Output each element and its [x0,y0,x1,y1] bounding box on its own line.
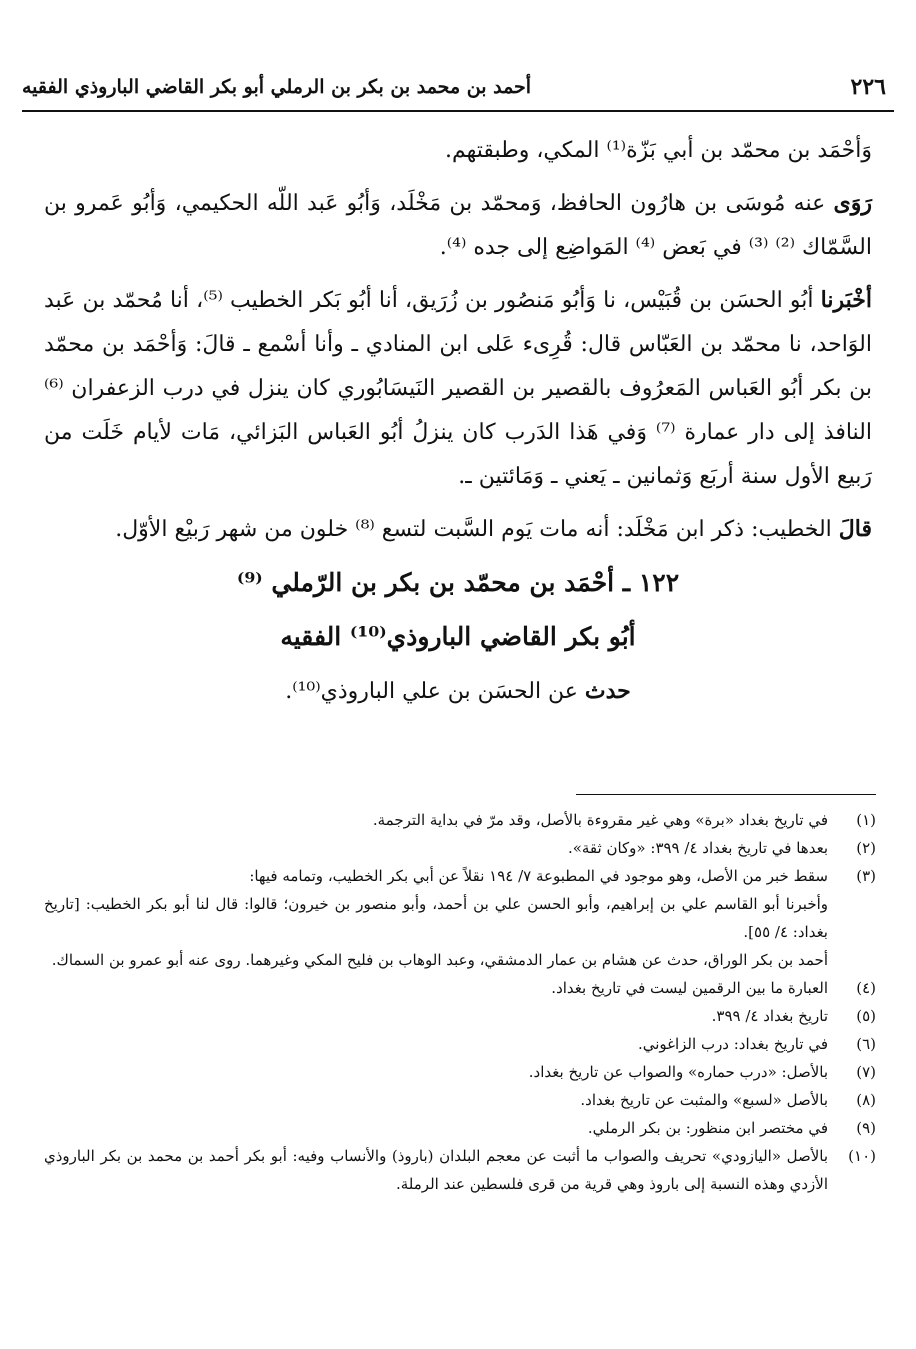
footnote [44,974,876,1002]
paragraph-lead: رَوَى [833,190,872,216]
footnote [44,806,876,834]
footnote-text: في مختصر ابن منظور: بن بكر الرملي. [587,1119,828,1137]
footnote-continuation: أحمد بن بكر الوراق، حدث عن هشام بن عمار الدمشقي، وعبد الوهاب بن فليح المكي وغيرهما. روى عنه أبو عمرو بن السماك. [51,951,828,969]
footnote-number: (١٠) [848,1147,876,1165]
footnote-text: تاريخ بغداد ٤/ ٣٩٩. [711,1007,828,1025]
footnote-number: (٢) [856,839,876,857]
paragraph-text: عنه مُوسَى بن هارُون الحافظ، وَمحمّد بن مَخْلَد، وَأبُو عَبد اللّه الحكيمي، وَأبُو عَمرو بن السَّمّاك ⁽²⁾ ⁽³⁾ في بَعض ⁽⁴⁾ المَواضِع إلى جده ⁽⁴⁾. [44,191,872,260]
footnote-number: (٦) [856,1035,876,1053]
main-text [44,128,872,723]
footnote-number: (٨) [856,1091,876,1109]
footnote-text: بعدها في تاريخ بغداد ٤/ ٣٩٩: «وكان ثقة». [567,839,828,857]
entry-title: ١٢٢ ـ أحْمَد بن محمّد بن بكر بن الرّملي ⁽⁹⁾ [236,568,680,597]
footnote-divider [576,794,876,795]
footnote [44,1002,876,1030]
footnote [44,1114,876,1142]
footnote-number: (٧) [856,1063,876,1081]
footnote [44,1058,876,1086]
footnote-text: سقط خبر من الأصل، وهو موجود في المطبوعة ٧/ ١٩٤ نقلاً عن أبي بكر الخطيب، وتمامه فيها: [249,867,828,885]
footnote [44,1030,876,1058]
footnote-text: بالأصل «اليازودي» تحريف والصواب ما أثبت عن معجم البلدان (باروذ) والأنساب وفيه: أبو بكر أحمد بن محمد بن بكر الباروذي الأزدي وهذه النسبة إلى باروذ وهي قرية من قرى فلسطين عند الرملة. [44,1147,828,1193]
running-title: أحمد بن محمد بن بكر بن الرملي أبو بكر القاضي الباروذي الفقيه [22,76,532,98]
footnote-number: (٩) [856,1119,876,1137]
footnote [44,862,876,890]
footnote-text: في تاريخ بغداد «برة» وهي غير مقروءة بالأصل، وقد مرّ في بداية الترجمة. [372,811,828,829]
paragraph-text: وَأحْمَد بن محمّد بن أبي بَزّة⁽¹⁾ المكي، وطبقتهم. [445,138,872,163]
entry-text: عن الحسَن بن علي الباروذي⁽¹⁰⁾. [285,679,585,704]
footnote [44,1086,876,1114]
page-header [22,70,894,112]
footnote-text: في تاريخ بغداد: درب الزاغوني. [637,1035,828,1053]
paragraph [44,507,872,552]
paragraph-text: الخطيب: ذكر ابن مَخْلَد: أنه مات يَوم السَّبت لتسع ⁽⁸⁾ خلون من شهر رَبيْع الأوّل. [115,517,839,542]
page-number: ٢٢٦ [850,74,886,100]
paragraph-lead: قالَ [838,516,872,542]
footnote [44,834,876,862]
footnote [44,1142,876,1198]
paragraph [44,181,872,270]
footnote-continuation: وأخبرنا أبو القاسم علي بن إبراهيم، وأبو الحسن علي بن أحمد، وأبو منصور بن خيرون؛ قالوا: قال لنا أبو بكر الخطيب: [تاريخ بغداد: ٤/ ٥٥]. [44,895,828,941]
footnote-number: (٣) [856,867,876,885]
paragraph [44,278,872,499]
footnote-text: العبارة ما بين الرقمين ليست في تاريخ بغداد. [551,979,828,997]
footnote-number: (٤) [856,979,876,997]
footnote-text: بالأصل: «درب حماره» والصواب عن تاريخ بغداد. [528,1063,828,1081]
footnote-number: (١) [856,811,876,829]
paragraph [44,128,872,173]
paragraph-lead: أخْبَرنا [820,287,872,313]
footnote-number: (٥) [856,1007,876,1025]
paragraph-text: أبُو الحسَن بن قُبَيْس، نا وَأبُو مَنصُور بن زُرَيق، أنا أبُو بَكر الخطيب ⁽⁵⁾، أنا مُحمّد بن عَبد الوَاحد، نا محمّد بن العَبّاس قال: قُرِىء عَلى ابن المنادي ـ وأنا أسْمع ـ قالَ: وَأحْمَد بن محمّد بن بكر أبُو العَباس المَعرُوف بالقصير بن القصير النَيسَابُوري كان ينزل في درب الزعفران ⁽⁶⁾ النافذ إلى دار عمارة ⁽⁷⁾ وَفي هَذا الدَرب كان ينزلُ أبُو العَباس البَزائي، مَات لأيام خَلَت من رَبيع الأول سنة أربَع وَثمانين ـ يَعني ـ وَمَائتين ـ. [44,288,872,489]
entry-lead: حدث [584,678,631,704]
entry-subtitle: أبُو بكر القاضي الباروذي⁽¹⁰⁾ الفقيه [280,622,636,651]
footnotes [44,806,876,1198]
entry-body [44,668,872,715]
footnote-text: بالأصل «لسبع» والمثبت عن تاريخ بغداد. [580,1091,828,1109]
